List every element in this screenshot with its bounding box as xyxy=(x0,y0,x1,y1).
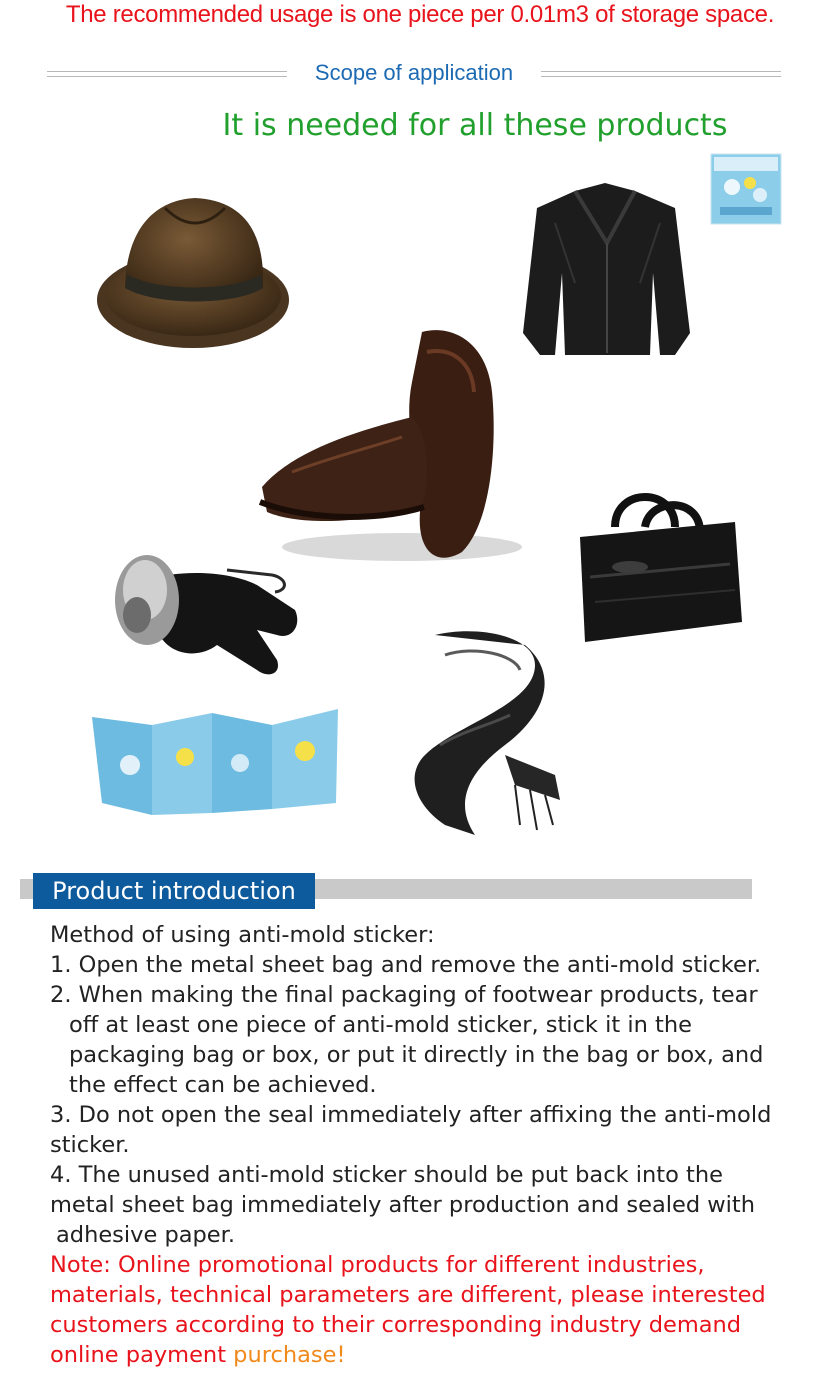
sticker-package-icon xyxy=(710,153,782,225)
method-step-3b: sticker. xyxy=(50,1132,130,1158)
scarf-icon xyxy=(395,625,565,840)
note-line-1: Note: Online promotional products for different industries, xyxy=(50,1252,705,1278)
products-subtitle: It is needed for all these products xyxy=(222,108,728,143)
method-step-1: 1. Open the metal sheet bag and remove the anti-mold sticker. xyxy=(50,952,762,978)
method-step-2d: the effect can be achieved. xyxy=(69,1072,377,1098)
method-step-2c: packaging bag or box, or put it directly in the bag or box, and xyxy=(69,1042,764,1068)
method-step-4a: 4. The unused anti-mold sticker should be put back into the xyxy=(50,1162,723,1188)
fur-gloves-icon xyxy=(107,530,302,680)
scope-header xyxy=(47,58,781,90)
note-line-4 xyxy=(50,1340,810,1370)
divider-right xyxy=(541,71,781,77)
section-title: Product introduction xyxy=(33,873,315,909)
method-step-3a: 3. Do not open the seal immediately after affixing the anti-mold xyxy=(50,1102,772,1128)
sticker-strip-icon xyxy=(90,705,340,823)
note-payment: online payment xyxy=(50,1342,234,1368)
method-heading: Method of using anti-mold sticker: xyxy=(50,922,435,948)
leather-jacket-icon xyxy=(515,183,700,361)
leather-bag-icon xyxy=(570,482,745,647)
scope-title: Scope of application xyxy=(314,60,514,85)
method-step-4c: adhesive paper. xyxy=(56,1222,235,1248)
method-step-4b: metal sheet bag immediately after production and sealed with xyxy=(50,1192,756,1218)
usage-note: The recommended usage is one piece per 0.01m3 of storage space. xyxy=(65,1,775,28)
note-line-3: customers according to their corresponding industry demand xyxy=(50,1312,742,1338)
note-line-2: materials, technical parameters are different, please interested xyxy=(50,1282,766,1308)
method-step-2b: off at least one piece of anti-mold sticker, stick it in the xyxy=(69,1012,692,1038)
method-step-2a: 2. When making the final packaging of footwear products, tear xyxy=(50,982,758,1008)
note-purchase: purchase! xyxy=(233,1342,346,1368)
method-text xyxy=(50,920,810,1370)
